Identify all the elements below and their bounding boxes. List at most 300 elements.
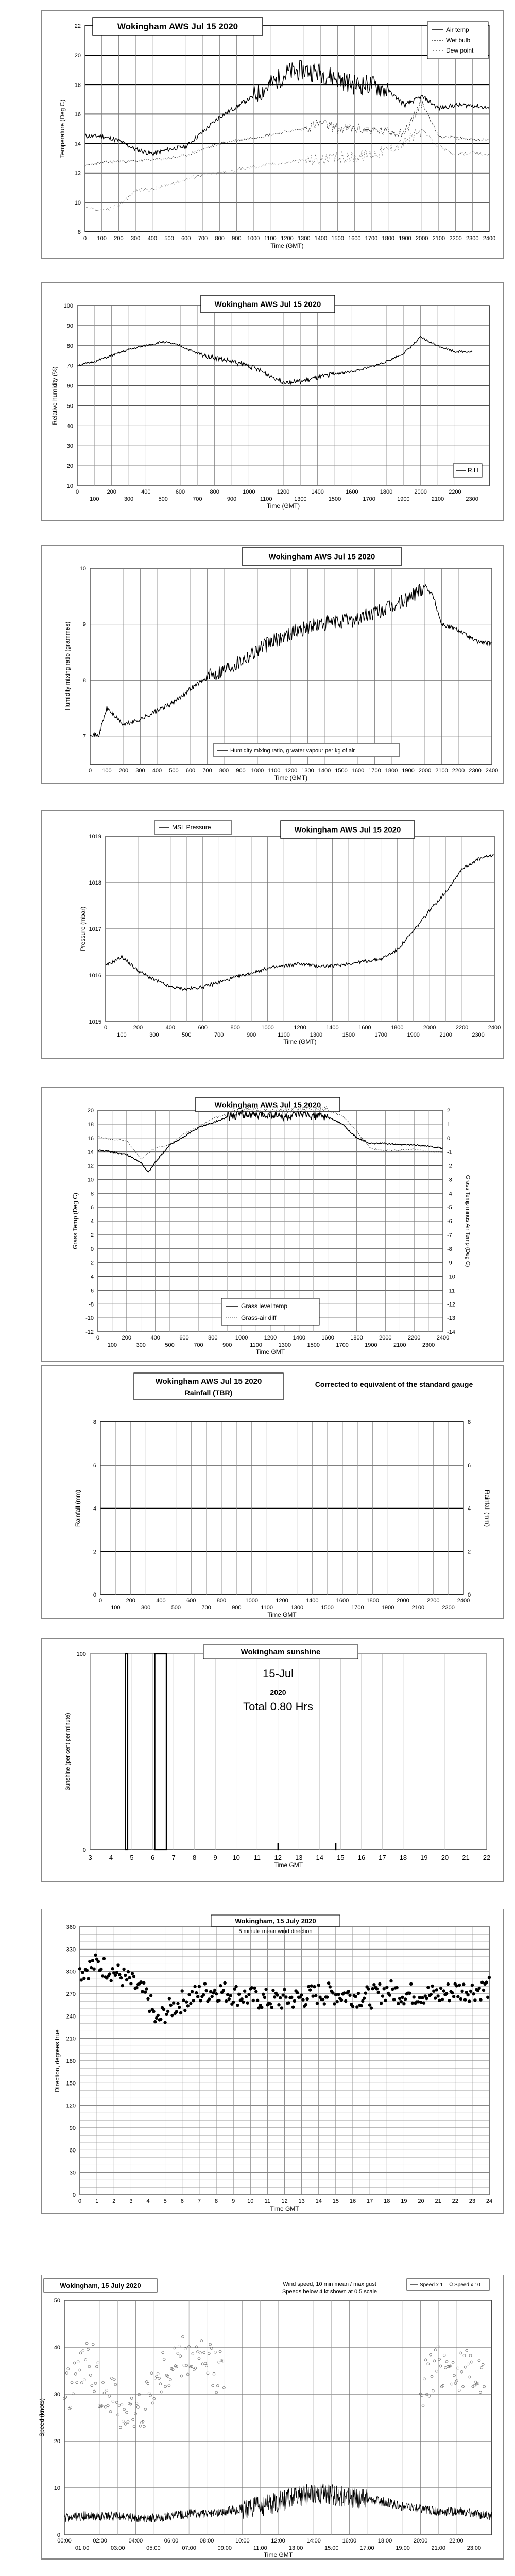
- direction-point: [460, 1990, 464, 1993]
- direction-point: [141, 1990, 144, 1993]
- x-tick-label: 2200: [449, 489, 461, 495]
- x-tick-label: 0: [83, 235, 87, 242]
- direction-point: [242, 2001, 245, 2004]
- direction-point: [125, 1978, 128, 1981]
- direction-point: [91, 1959, 94, 1962]
- y2-tick-label: -1: [447, 1149, 452, 1156]
- direction-point: [287, 2001, 290, 2004]
- x-tick-label: 2100: [393, 1342, 406, 1348]
- x-tick-label: 18: [384, 2198, 390, 2205]
- x-tick-label: 2: [112, 2198, 116, 2205]
- y2-tick-label: -2: [447, 1163, 452, 1170]
- direction-point: [296, 1991, 299, 1994]
- direction-point: [80, 1978, 83, 1981]
- sunshine-bar: [335, 1844, 336, 1850]
- x-tick-label: 600: [185, 768, 196, 774]
- x-tick-label: 600: [179, 1335, 189, 1341]
- x-tick-label: 2300: [466, 496, 478, 502]
- chart-subtitle: Rainfall (TBR): [184, 1388, 233, 1397]
- x-tick-label: 10:00: [235, 2538, 250, 2544]
- x-tick-label: 300: [141, 1605, 151, 1611]
- rainfall-chart: [0, 1365, 515, 1623]
- direction-point: [422, 2002, 425, 2005]
- y-tick-label: 22: [74, 23, 81, 29]
- direction-point: [254, 1990, 258, 1993]
- direction-point: [364, 1992, 367, 1995]
- direction-point: [347, 1990, 350, 1993]
- x-tick-label: 800: [219, 768, 229, 774]
- direction-point: [191, 1990, 194, 1993]
- direction-point: [301, 1998, 304, 2001]
- direction-point: [400, 2000, 403, 2003]
- chart-title: Wokingham, 15 July 2020: [60, 2282, 141, 2290]
- x-tick-label: 2100: [439, 1032, 452, 1038]
- sunshine-chart: [0, 1638, 515, 1886]
- direction-point: [431, 1985, 434, 1988]
- direction-point: [370, 2006, 373, 2009]
- x-axis-label: Time (GMT): [270, 242, 304, 249]
- x-tick-label: 500: [165, 1342, 175, 1348]
- direction-point: [226, 1993, 229, 1996]
- direction-point: [131, 1972, 134, 1975]
- direction-point: [314, 1994, 317, 1997]
- x-tick-label: 700: [198, 235, 208, 242]
- x-tick-label: 1100: [261, 1605, 273, 1611]
- direction-point: [237, 1993, 241, 1996]
- y-tick-label: 16: [87, 1135, 94, 1142]
- legend-label: Wet bulb: [446, 37, 471, 44]
- x-tick-label: 1700: [365, 235, 378, 242]
- legend-label: Speed x 1: [420, 2282, 443, 2288]
- x-tick-label: 100: [102, 768, 112, 774]
- y-tick-label: 120: [66, 2103, 76, 2109]
- y-tick-label: 6: [93, 1462, 96, 1469]
- x-tick-label: 700: [202, 768, 212, 774]
- y-tick-label: 100: [63, 303, 73, 309]
- direction-point: [225, 1999, 228, 2003]
- direction-point: [199, 1999, 202, 2002]
- direction-point: [81, 1971, 84, 1974]
- x-tick-label: 600: [175, 489, 185, 495]
- y2-tick-label: 8: [468, 1419, 471, 1426]
- direction-point: [271, 1989, 274, 1992]
- x-tick-label: 01:00: [75, 2545, 90, 2551]
- direction-point: [90, 1966, 93, 1969]
- chart-title: Wokingham AWS Jul 15 2020: [214, 300, 321, 309]
- x-tick-label: 1400: [314, 235, 328, 242]
- x-tick-label: 1300: [297, 235, 311, 242]
- x-tick-label: 200: [118, 768, 129, 774]
- x-tick-label: 11:00: [253, 2545, 267, 2551]
- direction-point: [368, 2003, 371, 2006]
- x-tick-label: 14: [316, 1854, 324, 1861]
- y-tick-label: 100: [76, 1651, 86, 1657]
- direction-point: [198, 1985, 201, 1988]
- x-axis-label: Time (GMT): [266, 502, 300, 510]
- y-axis-label: Sunshine (per cent per minute): [65, 1713, 71, 1791]
- direction-point: [193, 1985, 196, 1988]
- direction-point: [246, 2002, 249, 2005]
- x-tick-label: 2200: [455, 1025, 469, 1031]
- x-axis-label: Time GMT: [270, 2205, 299, 2212]
- x-tick-label: 200: [133, 1025, 143, 1031]
- y-tick-label: 40: [54, 2345, 60, 2351]
- x-tick-label: 23: [469, 2198, 475, 2205]
- x-tick-label: 1100: [264, 235, 277, 242]
- y-tick-label: 18: [74, 82, 81, 89]
- chart-year: 2020: [270, 1688, 286, 1697]
- x-tick-label: 23:00: [467, 2545, 482, 2551]
- direction-point: [243, 1990, 246, 1993]
- y-tick-label: 30: [69, 2170, 76, 2176]
- direction-point: [236, 2004, 239, 2007]
- x-tick-label: 900: [236, 768, 246, 774]
- humidity-chart-panel: [0, 282, 515, 524]
- x-tick-label: 1500: [331, 235, 344, 242]
- y-tick-label: -4: [89, 1274, 94, 1280]
- y-tick-label: 30: [66, 443, 73, 450]
- x-tick-label: 2000: [423, 1025, 436, 1031]
- y-axis-label: Rainfall (mm): [74, 1489, 81, 1527]
- x-tick-label: 2000: [414, 489, 427, 495]
- x-tick-label: 1600: [336, 1598, 349, 1604]
- x-tick-label: 1300: [301, 768, 314, 774]
- y-tick-label: 50: [66, 403, 73, 410]
- y-tick-label: 60: [69, 2147, 76, 2154]
- direction-point: [282, 1993, 285, 1996]
- direction-point: [162, 2008, 165, 2011]
- x-tick-label: 1500: [335, 768, 348, 774]
- x-tick-label: 1600: [321, 1335, 334, 1341]
- direction-point: [380, 2002, 383, 2005]
- direction-point: [447, 1982, 450, 1986]
- x-tick-label: 1900: [397, 496, 410, 502]
- x-tick-label: 17:00: [360, 2545, 374, 2551]
- direction-point: [308, 1988, 312, 1991]
- direction-point: [316, 2002, 319, 2005]
- x-tick-label: 04:00: [128, 2538, 143, 2544]
- x-tick-label: 300: [130, 235, 141, 242]
- y-axis-label: Direction, degrees true: [54, 2029, 61, 2092]
- direction-point: [392, 1998, 396, 2001]
- chart-title: Wokingham AWS Jul 15 2020: [294, 825, 401, 835]
- x-tick-label: 3: [129, 2198, 133, 2205]
- x-tick-label: 2100: [432, 235, 445, 242]
- direction-point: [464, 1998, 467, 2001]
- y-tick-label: 6: [90, 1205, 94, 1211]
- direction-point: [202, 1993, 205, 1996]
- direction-point: [170, 2014, 174, 2017]
- x-tick-label: 11: [253, 1854, 261, 1861]
- x-tick-label: 500: [164, 235, 174, 242]
- y2-tick-label: 0: [447, 1135, 451, 1142]
- x-tick-label: 16: [349, 2198, 356, 2205]
- chart-note: Speeds below 4 kt shown at 0.5 scale: [282, 2289, 377, 2295]
- direction-point: [108, 1972, 111, 1975]
- y-tick-label: 50: [54, 2298, 60, 2304]
- direction-point: [357, 1992, 360, 1995]
- x-tick-label: 4: [109, 1854, 113, 1861]
- x-tick-label: 1200: [264, 1335, 277, 1341]
- x-tick-label: 22:00: [449, 2538, 464, 2544]
- legend-label: MSL Pressure: [172, 824, 211, 831]
- x-tick-label: 100: [111, 1605, 121, 1611]
- direction-point: [145, 1987, 148, 1990]
- x-tick-label: 1800: [350, 1335, 363, 1341]
- x-tick-label: 900: [227, 496, 237, 502]
- x-tick-label: 13: [298, 2198, 305, 2205]
- direction-point: [323, 2002, 326, 2005]
- x-tick-label: 1: [95, 2198, 99, 2205]
- x-axis-label: Time GMT: [267, 1611, 297, 1618]
- direction-point: [395, 1986, 398, 1989]
- x-tick-label: 12:00: [271, 2538, 285, 2544]
- y-axis-label: Temperature (Deg C): [59, 99, 66, 158]
- direction-point: [115, 1971, 118, 1974]
- x-tick-label: 3: [88, 1854, 92, 1861]
- y-tick-label: 1019: [89, 834, 101, 840]
- x-tick-label: 1400: [293, 1335, 306, 1341]
- y-tick-label: 10: [79, 566, 86, 572]
- x-tick-label: 1800: [380, 489, 393, 495]
- y-tick-label: 20: [74, 53, 81, 59]
- x-axis-label: Time GMT: [255, 1348, 285, 1355]
- direction-point: [486, 1996, 489, 1999]
- legend-label: Humidity mixing ratio, g water vapour per kg of air: [230, 748, 355, 754]
- x-tick-label: 20:00: [413, 2538, 428, 2544]
- direction-point: [85, 1969, 89, 1972]
- y-tick-label: 16: [74, 111, 81, 118]
- y-tick-label: 1016: [89, 973, 101, 979]
- direction-point: [325, 1995, 329, 1998]
- chart-subtitle: 5 minute mean wind direction: [238, 1928, 313, 1935]
- direction-point: [482, 1989, 485, 1992]
- x-tick-label: 200: [122, 1335, 132, 1341]
- direction-point: [163, 2021, 166, 2024]
- direction-point: [263, 1996, 266, 1999]
- x-tick-label: 1700: [368, 768, 381, 774]
- direction-point: [312, 1994, 315, 1997]
- y-tick-label: 180: [66, 2058, 76, 2064]
- x-tick-label: 9: [232, 2198, 235, 2205]
- direction-point: [378, 1982, 381, 1986]
- chart-note: Corrected to equivalent of the standard gauge: [315, 1380, 473, 1388]
- chart-title: Wokingham AWS Jul 15 2020: [268, 552, 375, 562]
- direction-point: [118, 1973, 121, 1976]
- direction-point: [211, 1995, 214, 1998]
- direction-point: [367, 1987, 370, 1990]
- direction-point: [411, 2002, 414, 2005]
- direction-point: [452, 1995, 455, 1998]
- x-tick-label: 100: [117, 1032, 127, 1038]
- y-tick-label: 1018: [89, 880, 101, 886]
- y2-tick-label: -4: [447, 1191, 452, 1197]
- legend-label: Grass-air diff: [241, 1314, 277, 1321]
- temperature-chart: [0, 10, 515, 263]
- direction-point: [144, 1990, 147, 1993]
- direction-point: [283, 1988, 286, 1991]
- chart-total: Total 0.80 Hrs: [243, 1700, 313, 1713]
- y-tick-label: 40: [66, 423, 73, 430]
- direction-point: [215, 1992, 218, 1995]
- direction-point: [247, 1993, 250, 1996]
- y-tick-label: 2: [90, 1232, 94, 1239]
- direction-point: [175, 2010, 178, 2013]
- x-tick-label: 08:00: [199, 2538, 214, 2544]
- direction-point: [342, 1991, 346, 1994]
- x-tick-label: 1900: [365, 1342, 377, 1348]
- y-tick-label: 0: [82, 1847, 86, 1853]
- humidity-chart: [0, 282, 515, 524]
- x-tick-label: 200: [107, 489, 116, 495]
- direction-point: [234, 1985, 237, 1988]
- x-tick-label: 400: [147, 235, 158, 242]
- x-tick-label: 2300: [442, 1605, 455, 1611]
- direction-point: [153, 2020, 157, 2023]
- direction-point: [456, 1995, 459, 1998]
- y-tick-label: 0: [57, 2532, 60, 2538]
- direction-point: [385, 1986, 388, 1989]
- x-tick-label: 900: [232, 235, 242, 242]
- direction-point: [116, 1963, 119, 1967]
- rainfall-chart-panel: [0, 1365, 515, 1623]
- x-tick-label: 1600: [348, 235, 361, 242]
- direction-point: [304, 2003, 307, 2006]
- x-tick-label: 05:00: [146, 2545, 161, 2551]
- direction-point: [229, 1994, 232, 1997]
- y2-tick-label: -6: [447, 1218, 452, 1225]
- direction-point: [300, 1993, 303, 1996]
- direction-point: [375, 1987, 379, 1990]
- x-tick-label: 18:00: [377, 2538, 392, 2544]
- x-tick-label: 800: [215, 235, 225, 242]
- direction-point: [466, 1993, 469, 1996]
- direction-point: [334, 1993, 337, 1996]
- direction-point: [351, 2005, 354, 2008]
- direction-point: [250, 1986, 253, 1989]
- direction-point: [472, 1992, 475, 1995]
- direction-point: [182, 1998, 185, 2002]
- direction-point: [331, 1991, 334, 1994]
- direction-point: [439, 1987, 442, 1990]
- x-tick-label: 600: [186, 1598, 196, 1604]
- direction-point: [434, 1996, 437, 1999]
- direction-point: [181, 1989, 184, 1992]
- x-tick-label: 17: [367, 2198, 373, 2205]
- x-tick-label: 19: [401, 2198, 407, 2205]
- direction-point: [344, 1999, 347, 2003]
- direction-point: [384, 1999, 387, 2002]
- x-tick-label: 800: [210, 489, 219, 495]
- x-tick-label: 12: [274, 1854, 282, 1861]
- x-tick-label: 500: [158, 496, 168, 502]
- direction-point: [335, 2000, 338, 2003]
- direction-point: [205, 1989, 208, 1992]
- x-tick-label: 1300: [294, 496, 307, 502]
- x-tick-label: 700: [194, 1342, 203, 1348]
- direction-point: [128, 1976, 131, 1979]
- x-tick-label: 0: [88, 768, 92, 774]
- direction-point: [264, 1988, 267, 1991]
- x-tick-label: 400: [141, 489, 151, 495]
- direction-point: [176, 2002, 179, 2005]
- x-tick-label: 1600: [346, 489, 358, 495]
- x-tick-label: 1900: [402, 768, 415, 774]
- direction-point: [253, 1987, 256, 1990]
- x-tick-label: 17: [379, 1854, 386, 1861]
- direction-point: [252, 1999, 255, 2002]
- x-tick-label: 1200: [284, 768, 298, 774]
- direction-point: [183, 2009, 186, 2012]
- y-tick-label: 12: [87, 1163, 94, 1170]
- pressure-chart: [0, 810, 515, 1063]
- x-tick-label: 2000: [379, 1335, 392, 1341]
- x-tick-label: 0: [78, 2198, 82, 2205]
- direction-point: [219, 1984, 222, 1987]
- direction-point: [432, 1990, 435, 1993]
- direction-point: [354, 1995, 357, 1998]
- x-tick-label: 2200: [449, 235, 462, 242]
- direction-point: [203, 1982, 207, 1985]
- x-tick-label: 300: [136, 1342, 146, 1348]
- x-tick-label: 10: [247, 2198, 254, 2205]
- direction-point: [409, 1982, 413, 1986]
- direction-point: [148, 2010, 151, 2013]
- direction-point: [445, 1992, 448, 1995]
- direction-point: [269, 2002, 272, 2005]
- direction-point: [277, 2003, 280, 2006]
- x-tick-label: 20: [441, 1854, 449, 1861]
- direction-point: [178, 2006, 181, 2009]
- direction-point: [121, 1984, 124, 1987]
- legend-label: Grass level temp: [241, 1302, 288, 1310]
- y-tick-label: 8: [82, 677, 86, 684]
- x-tick-label: 300: [149, 1032, 159, 1038]
- x-tick-label: 5: [163, 2198, 167, 2205]
- y-tick-label: 150: [66, 2080, 76, 2087]
- x-tick-label: 2400: [483, 235, 496, 242]
- direction-point: [280, 2006, 283, 2009]
- x-tick-label: 1100: [260, 496, 272, 502]
- direction-point: [262, 1993, 265, 1996]
- x-tick-label: 2200: [427, 1598, 440, 1604]
- x-tick-label: 6: [150, 1854, 155, 1861]
- direction-point: [306, 1997, 309, 2001]
- x-tick-label: 900: [222, 1342, 232, 1348]
- y-tick-label: 300: [66, 1969, 76, 1975]
- direction-point: [333, 2002, 336, 2005]
- wind-direction-chart: [0, 1909, 515, 2218]
- direction-point: [485, 1980, 488, 1984]
- x-tick-label: 2100: [431, 496, 444, 502]
- x-tick-label: 2300: [466, 235, 479, 242]
- x-tick-label: 06:00: [164, 2538, 179, 2544]
- x-tick-label: 0: [75, 489, 79, 495]
- direction-point: [97, 1960, 100, 1963]
- x-tick-label: 1000: [247, 235, 260, 242]
- y2-tick-label: -10: [447, 1274, 455, 1280]
- y-tick-label: 4: [93, 1505, 96, 1512]
- direction-point: [284, 1995, 287, 1998]
- y2-tick-label: -11: [447, 1287, 455, 1294]
- x-tick-label: 400: [165, 1025, 176, 1031]
- x-tick-label: 21:00: [431, 2545, 446, 2551]
- x-tick-label: 12: [281, 2198, 288, 2205]
- direction-point: [157, 2014, 160, 2017]
- x-tick-label: 21: [435, 2198, 441, 2205]
- direction-point: [256, 1999, 259, 2002]
- direction-point: [377, 1991, 380, 1994]
